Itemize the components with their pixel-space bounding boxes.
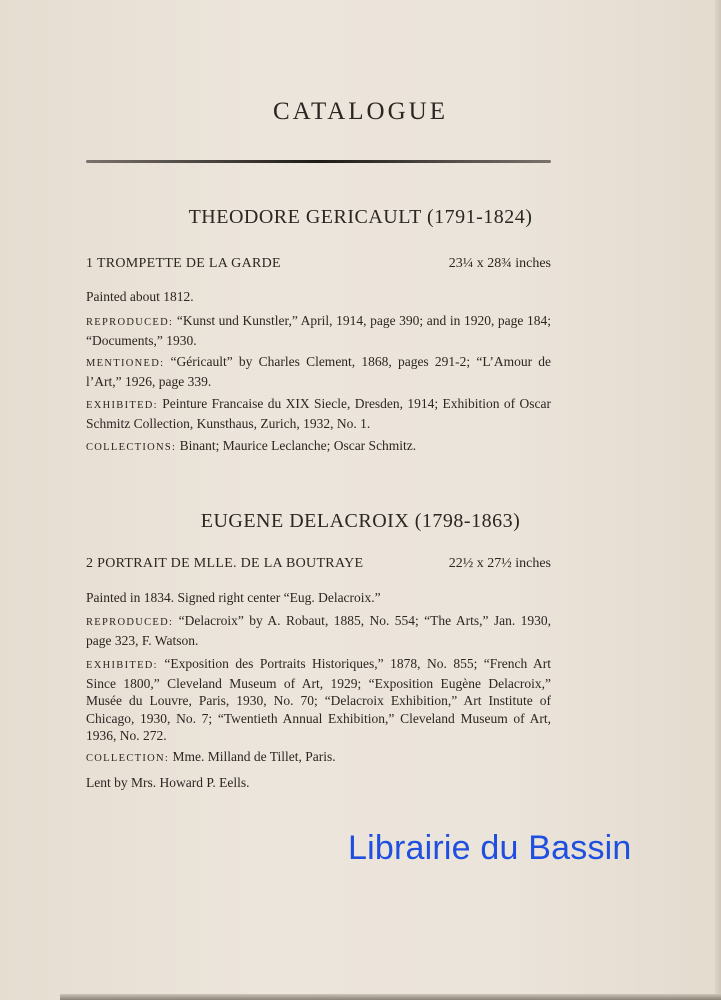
collections-label: COLLECTIONS: xyxy=(86,442,177,453)
artist-heading-gericault: THEODORE GERICAULT (1791-1824) xyxy=(188,206,533,228)
item-number-title xyxy=(86,556,363,572)
watermark-text: Librairie du Bassin xyxy=(348,829,632,867)
reproduced-label: REPRODUCED: xyxy=(86,317,174,328)
item-title: PORTRAIT DE MLLE. DE LA BOUTRAYE xyxy=(97,556,364,571)
collections-paragraph xyxy=(86,437,551,457)
exhibited-text: Peinture Francaise du XIX Siecle, Dresden, 1914; Exhibition of Oscar Schmitz Collection, Kunsthaus, Zurich, 1932, No. 1. xyxy=(86,396,552,431)
collection-label: COLLECTION: xyxy=(86,753,170,764)
catalogue-item-2 xyxy=(86,556,551,572)
painted-note: Painted about 1812. xyxy=(86,289,194,304)
collections-text: Binant; Maurice Leclanche; Oscar Schmitz. xyxy=(179,438,417,453)
mentioned-paragraph xyxy=(86,353,551,390)
catalogue-item-1 xyxy=(86,256,551,272)
reproduced-label: REPRODUCED: xyxy=(86,617,174,628)
reproduced-paragraph xyxy=(86,312,551,349)
reproduced-text: “Kunst und Kunstler,” April, 1914, page 390; and in 1920, page 184; “Documents,” 1930. xyxy=(86,313,551,348)
artist-heading-delacroix: EUGENE DELACROIX (1798-1863) xyxy=(200,510,521,532)
reproduced-text: “Delacroix” by A. Robaut, 1885, No. 554; “The Arts,” Jan. 1930, page 323, F. Watson. xyxy=(86,613,551,648)
page-bottom-edge xyxy=(60,994,721,1000)
page-title: CATALOGUE xyxy=(273,98,448,125)
reproduced-paragraph xyxy=(86,612,551,649)
collection-text: Mme. Milland de Tillet, Paris. xyxy=(172,749,336,764)
item-number: 1 xyxy=(86,256,94,271)
item-number: 2 xyxy=(86,556,94,571)
exhibited-paragraph xyxy=(86,395,551,432)
lent-by-note: Lent by Mrs. Howard P. Eells. xyxy=(86,775,250,790)
mentioned-text: “Géricault” by Charles Clement, 1868, pages 291-2; “L’Amour de l’Art,” 1926, page 339. xyxy=(86,354,552,389)
page-right-edge xyxy=(715,0,721,1000)
item-dimensions: 22½ x 27½ inches xyxy=(448,556,551,571)
exhibited-text: “Exposition des Portraits Historiques,” 1878, No. 855; “French Art Since 1800,” Cleveland Museum of Art, 1929; “Exposition Eugène Delacroix,” Musée du Louvre, Paris, 1930, No. 70; “Delacroix Exhibition,” Art Institute of Chicago, 1930, No. 7; “Twentieth Annual Exhibition,” Cleveland Museum of Art, 1936, No. 272. xyxy=(86,656,551,743)
item-title: TROMPETTE DE LA GARDE xyxy=(96,256,281,271)
painted-note: Painted in 1834. Signed right center “Eug. Delacroix.” xyxy=(86,590,381,605)
title-rule xyxy=(86,160,551,163)
collection-paragraph xyxy=(86,748,551,768)
item-number-title xyxy=(86,256,281,272)
mentioned-label: MENTIONED: xyxy=(86,358,165,369)
item-dimensions: 23¼ x 28¾ inches xyxy=(448,256,551,271)
exhibited-paragraph xyxy=(86,655,551,745)
exhibited-label: EXHIBITED: xyxy=(86,400,158,411)
exhibited-label: EXHIBITED: xyxy=(86,660,158,671)
